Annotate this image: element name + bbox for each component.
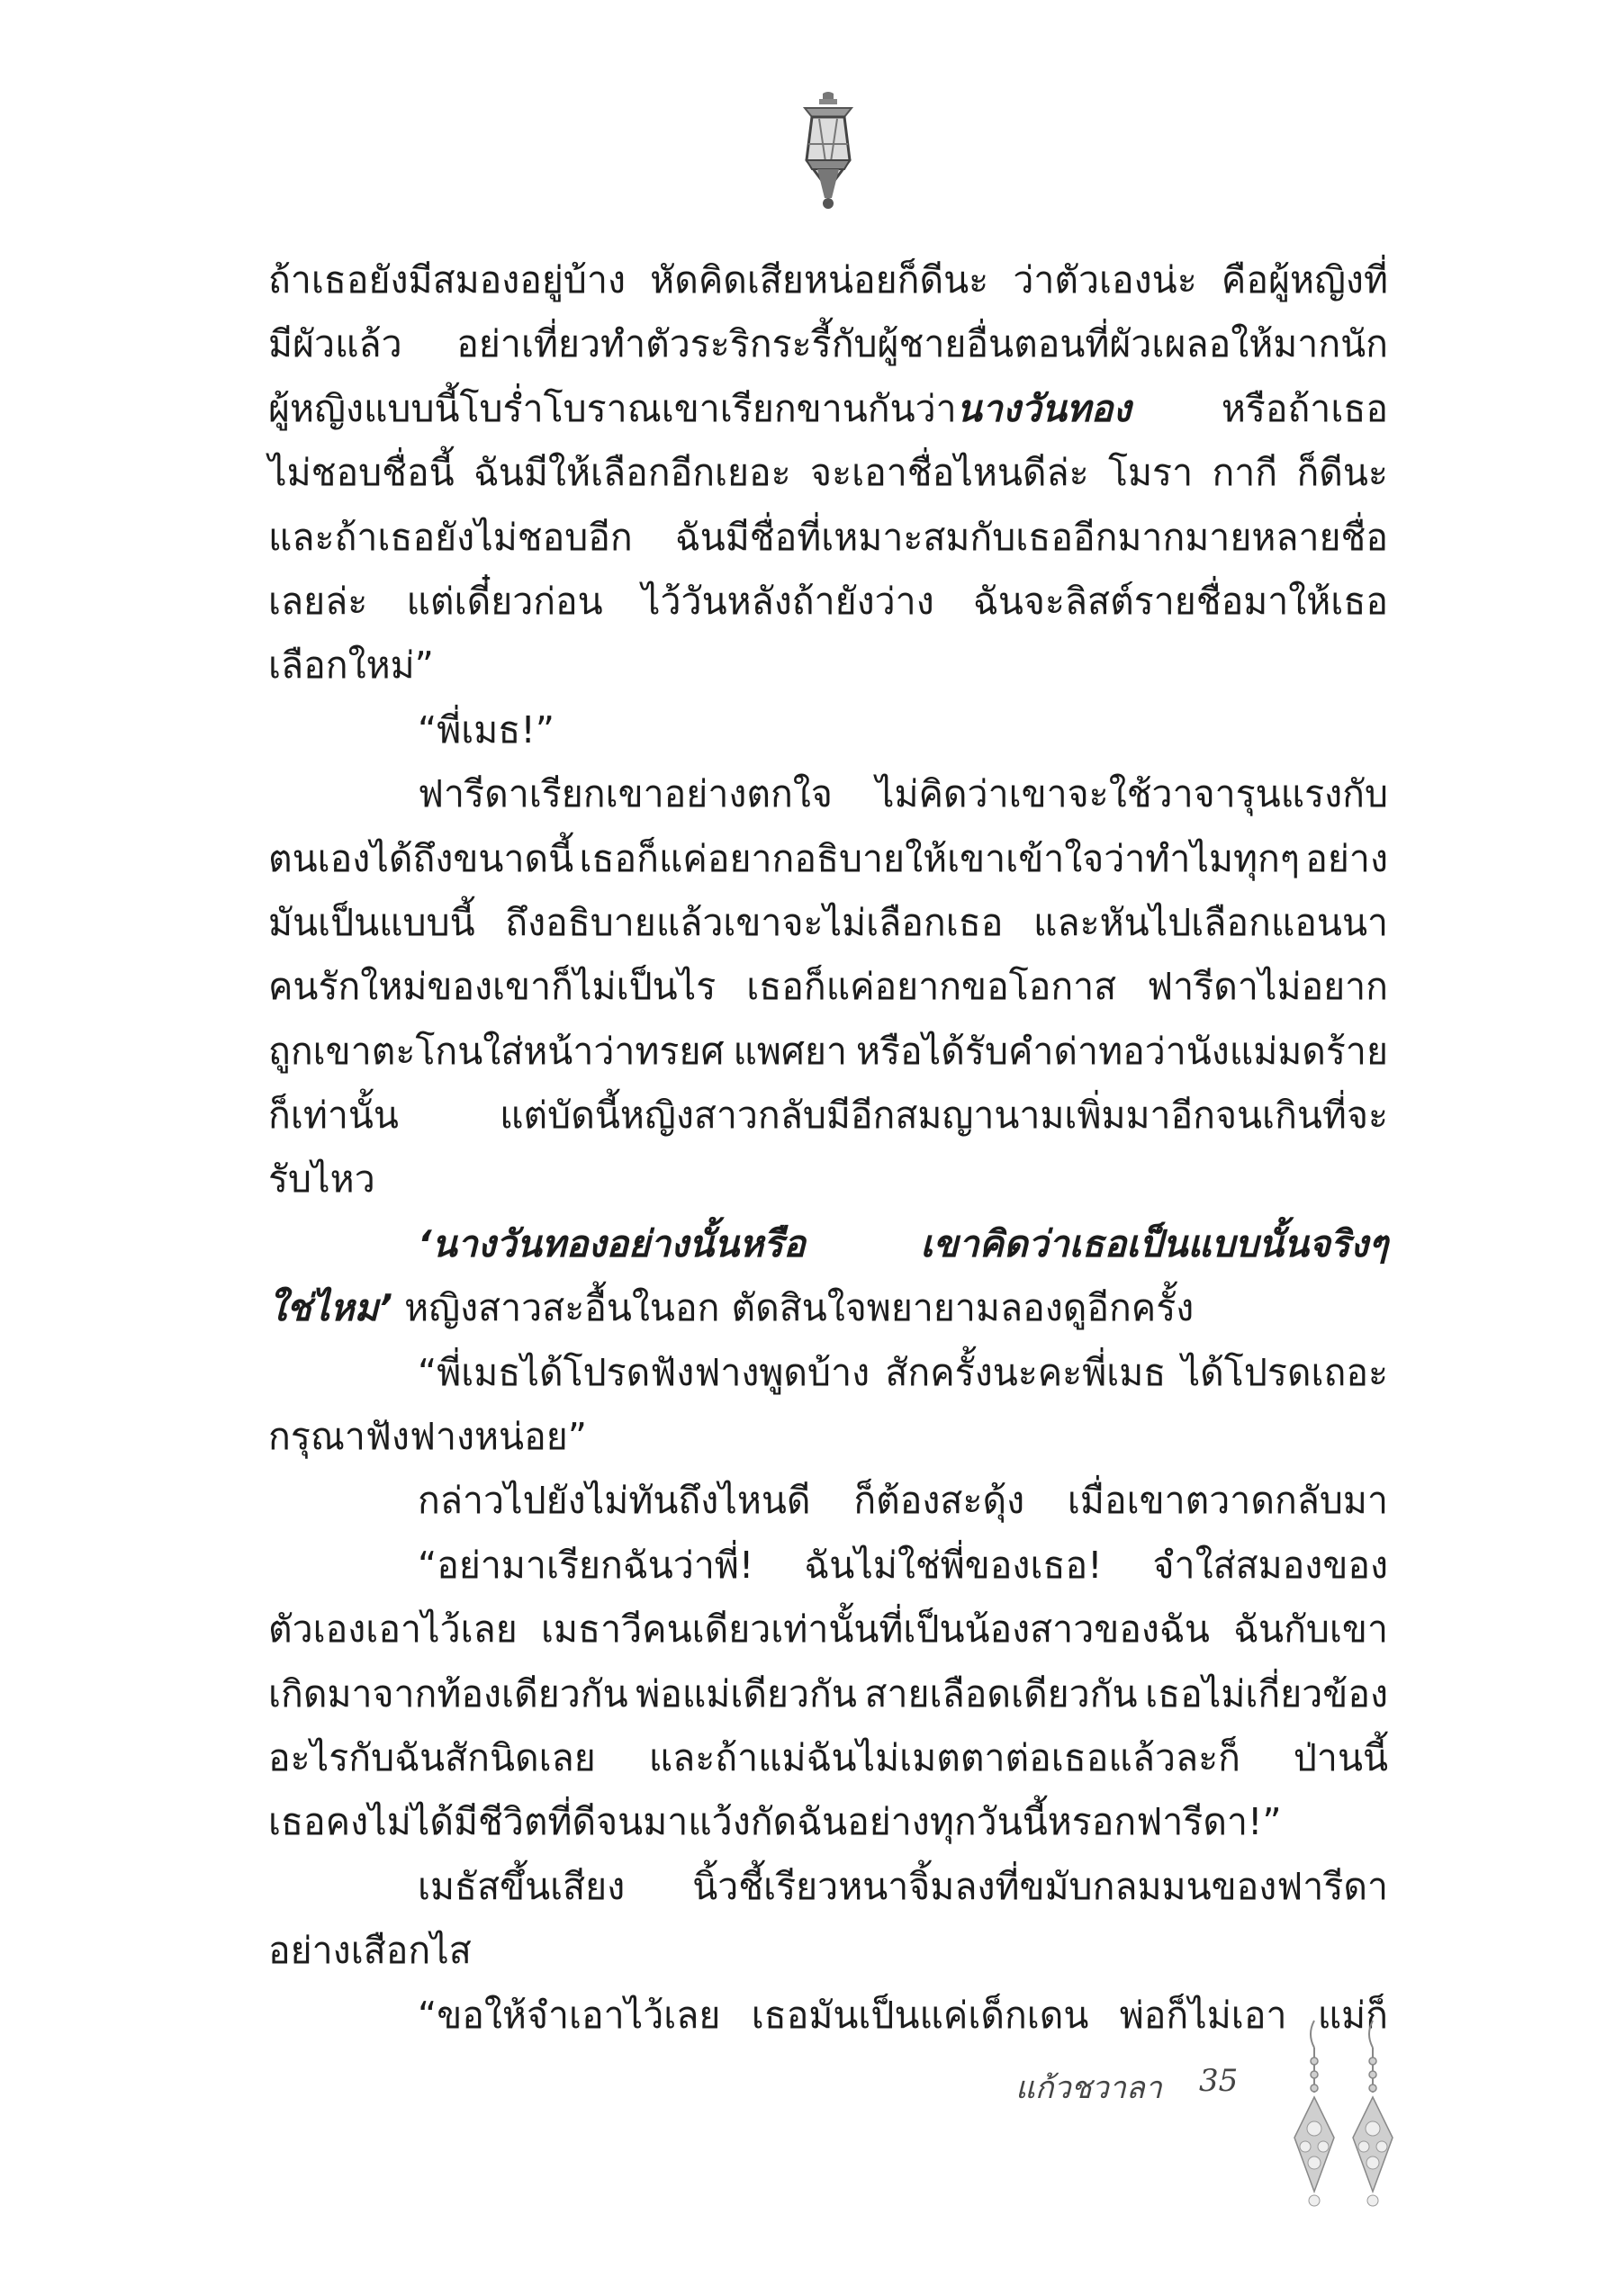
text-line: “ขอให้จำเอาไว้เลย เธอมันเป็นแค่เด็กเดน พ่อก็ไม่เอา แม่ก็ <box>418 1993 1388 2037</box>
text-line: เกิดมาจากท้องเดียวกัน พ่อแม่เดียวกัน สายเลือดเดียวกัน เธอไม่เกี่ยวข้อง <box>268 1671 1388 1715</box>
text-line: เลยล่ะ แต่เดี๋ยวก่อน ไว้วันหลังถ้ายังว่าง ฉันจะลิสต์รายชื่อมาให้เธอ <box>268 579 1388 623</box>
lantern-icon <box>792 90 864 212</box>
text-line: เมธัสขึ้นเสียง นิ้วชี้เรียวหนาจิ้มลงที่ขมับกลมมนของฟารีดา <box>418 1864 1388 1908</box>
text-line: กล่าวไปยังไม่ทันถึงไหนดี ก็ต้องสะดุ้ง เมื่อเขาตวาดกลับมา <box>418 1479 1388 1523</box>
text-line: ไม่ชอบชื่อนี้ ฉันมีให้เลือกอีกเยอะ จะเอาชื่อไหนดีล่ะ โมรา กากี ก็ดีนะ <box>268 451 1388 495</box>
text-line: ถูกเขาตะโกนใส่หน้าว่าทรยศ แพศยา หรือได้รับคำด่าทอว่านังแม่มดร้าย <box>268 1029 1388 1073</box>
text-line: ถ้าเธอยังมีสมองอยู่บ้าง หัดคิดเสียหน่อยก็ดีนะ ว่าตัวเองน่ะ คือผู้หญิงที่ <box>268 258 1388 302</box>
body-text <box>268 248 1388 2048</box>
text-line: “พี่เมธได้โปรดฟังฟางพูดบ้าง สักครั้งนะคะพี่เมธ ได้โปรดเถอะ <box>418 1350 1388 1394</box>
text-line: อะไรกับฉันสักนิดเลย และถ้าแม่ฉันไม่เมตตาต่อเธอแล้วละก็ ป่านนี้ <box>268 1735 1388 1779</box>
text-line: “พี่เมธ!” <box>418 707 555 752</box>
text-line: กรุณาฟังฟางหน่อย” <box>268 1415 587 1459</box>
text-line: ตัวเองเอาไว้เลย เมธาวีคนเดียวเท่านั้นที่เป็นน้องสาวของฉัน ฉันกับเขา <box>268 1607 1388 1652</box>
text-line: และถ้าเธอยังไม่ชอบอีก ฉันมีชื่อที่เหมาะสมกับเธออีกมากมายหลายชื่อ <box>268 515 1388 559</box>
text-line: รับไหว <box>268 1157 375 1202</box>
earrings-ornament-icon <box>1287 2012 1404 2232</box>
text-line: ใช่ไหม’ หญิงสาวสะอื้นในอก ตัดสินใจพยายามลองดูอีกครั้ง <box>268 1286 1195 1330</box>
text-line: เธอคงไม่ได้มีชีวิตที่ดีจนมาแว้งกัดฉันอย่างทุกวันนี้หรอกฟารีดา!” <box>268 1800 1282 1844</box>
text-line: อย่างเสือกไส <box>268 1929 472 1973</box>
text-line: เลือกใหม่” <box>268 644 434 688</box>
text-line: ฟารีดาเรียกเขาอย่างตกใจ ไม่คิดว่าเขาจะใช้วาจารุนแรงกับ <box>418 772 1388 816</box>
page-number: 35 <box>1199 2063 1239 2099</box>
text-line: ตนเองได้ถึงขนาดนี้ เธอก็แค่อยากอธิบายให้เขาเข้าใจว่าทำไมทุกๆ อย่าง <box>268 836 1388 880</box>
text-line: ก็เท่านั้น แต่บัดนี้หญิงสาวกลับมีอีกสมญานามเพิ่มมาอีกจนเกินที่จะ <box>268 1094 1388 1138</box>
text-line: มันเป็นแบบนี้ ถึงอธิบายแล้วเขาจะไม่เลือกเธอ และหันไปเลือกแอนนา <box>268 900 1388 944</box>
text-line: ผู้หญิงแบบนี้โบร่ำโบราณเขาเรียกขานกันว่านางวันทอง หรือถ้าเธอ <box>268 386 1388 430</box>
text-line: “อย่ามาเรียกฉันว่าพี่! ฉันไม่ใช่พี่ของเธอ! จำใส่สมองของ <box>418 1543 1388 1587</box>
text-line: มีผัวแล้ว อย่าเที่ยวทำตัวระริกระรี้กับผู้ชายอื่นตอนที่ผัวเผลอให้มากนัก <box>268 322 1388 366</box>
footer-book-title: แก้วชวาลา <box>1015 2070 1162 2106</box>
text-line: คนรักใหม่ของเขาก็ไม่เป็นไร เธอก็แค่อยากขอโอกาส ฟารีดาไม่อยาก <box>268 965 1388 1009</box>
text-line: ‘นางวันทองอย่างนั้นหรือ เขาคิดว่าเธอเป็นแบบนั้นจริงๆ <box>418 1221 1388 1265</box>
